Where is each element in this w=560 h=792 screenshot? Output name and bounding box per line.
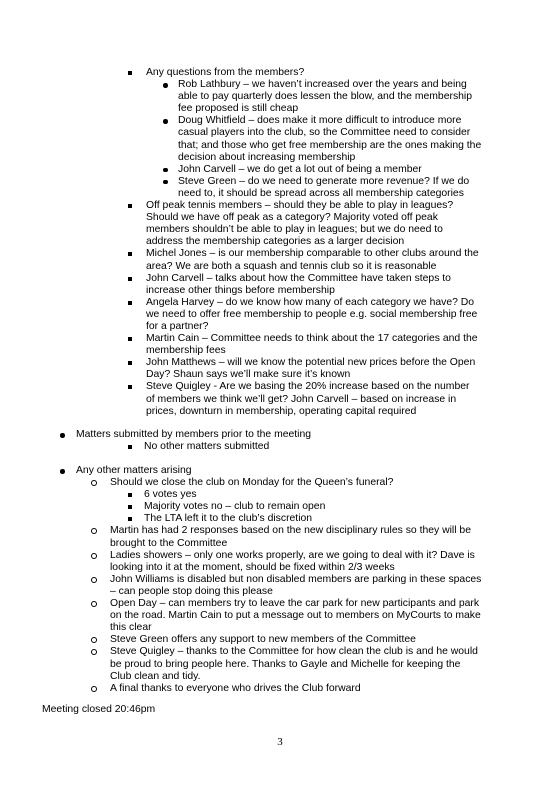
circle-bullet-icon	[91, 637, 97, 643]
list-item	[0, 574, 483, 598]
further-point: Michel Jones – is our membership comparable to other clubs around the area? We are both a squash and tennis club so it is reasonable	[146, 248, 479, 272]
list-item	[0, 683, 483, 695]
list-item	[0, 477, 483, 525]
dot-bullet-icon	[163, 83, 168, 88]
square-bullet-icon	[128, 277, 132, 281]
dot-bullet-icon	[60, 433, 65, 438]
member-point: Rob Lathbury – we haven’t increased over the years and being able to pay quarterly does lessen the blow, and the membership fee proposed is still cheap	[178, 79, 473, 115]
further-point: Steve Quigley - Are we basing the 20% increase based on the number of members we think we’ll get? John Carvell – based on increase in prices, downturn in membership, operating capital required	[146, 381, 470, 417]
circle-bullet-icon	[91, 601, 97, 607]
other-matter: John Williams is disabled but non disabled members are parking in these spaces – can people stop doing this please	[110, 573, 482, 597]
page-number: 3	[277, 736, 283, 748]
list-item	[0, 525, 483, 549]
funeral-answer: Majority votes no – club to remain open	[144, 501, 326, 513]
member-point: Steve Green – do we need to generate more revenue? If we do need to, it should be spread across all membership categories	[178, 175, 470, 199]
funeral-answer: The LTA left it to the club’s discretion	[144, 513, 313, 525]
list-item	[0, 115, 483, 163]
other-matters-heading: Any other matters arising	[76, 465, 192, 476]
member-point: John Carvell – we do get a lot out of being a member	[178, 163, 422, 175]
funeral-answer: 6 votes yes	[144, 489, 197, 501]
circle-bullet-icon	[91, 686, 97, 692]
list-item	[0, 164, 483, 176]
square-bullet-icon	[128, 445, 132, 449]
further-point: Off peak tennis members – should they be able to play in leagues? Should we have off peak as a category? Majority voted off peak members shouldn’t be able to play in leagues; but we do need to address the membership categories as a larger decision	[146, 200, 454, 248]
questions-list	[0, 67, 480, 418]
square-bullet-icon	[128, 204, 132, 208]
matters-item: No other matters submitted	[144, 441, 270, 453]
square-bullet-icon	[128, 252, 132, 256]
circle-bullet-icon	[91, 577, 97, 583]
list-item	[0, 357, 480, 381]
other-matter: Ladies showers – only one works properly, are we going to deal with it? Dave is looking into it at the moment, should be fixed within 2/3 weeks	[110, 549, 475, 573]
list-item	[0, 634, 483, 646]
list-item	[0, 381, 480, 417]
list-item	[0, 646, 483, 682]
square-bullet-icon	[128, 301, 132, 305]
square-bullet-icon	[128, 493, 132, 497]
circle-bullet-icon	[91, 480, 97, 486]
square-bullet-icon	[128, 505, 132, 509]
list-item	[0, 429, 486, 453]
further-point: Angela Harvey – do we know how many of each category we have? Do we need to offer free membership to people e.g. social membership free for a partner?	[146, 296, 478, 332]
dot-bullet-icon	[60, 469, 65, 474]
other-matter: Steve Quigley – thanks to the Committee for how clean the club is and he would be proud to bring people here. Thanks to Gayle and Michelle for keeping the Club clean and tidy.	[110, 646, 478, 682]
matters-submitted-list	[76, 441, 486, 453]
square-bullet-icon	[128, 361, 132, 365]
dot-bullet-icon	[163, 180, 168, 185]
questions-heading: Any questions from the members?	[146, 67, 305, 78]
list-item	[0, 501, 483, 513]
member-points-list	[146, 79, 480, 200]
list-item	[0, 248, 480, 272]
list-item	[0, 550, 483, 574]
other-matter: Open Day – can members try to leave the car park for new participants and park on the road. Martin Cain to put a message out to members on MyCourts to make this clear	[110, 598, 481, 634]
list-item	[0, 67, 480, 200]
member-point: Doug Whitfield – does make it more difficult to introduce more casual players into the club, so the Committee need to consider that; and those who get free membership are the ones making the decision about increasing membership	[178, 115, 482, 163]
other-matter: Martin has had 2 responses based on the new disciplinary rules so they will be brought to the Committee	[110, 525, 471, 549]
circle-bullet-icon	[91, 649, 97, 655]
further-point: Martin Cain – Committee needs to think about the 17 categories and the membership fees	[146, 333, 478, 357]
dot-bullet-icon	[163, 119, 168, 124]
other-matters-section	[0, 465, 486, 695]
circle-bullet-icon	[91, 553, 97, 559]
square-bullet-icon	[128, 517, 132, 521]
list-item	[0, 297, 480, 333]
funeral-question: Should we close the club on Monday for the Queen’s funeral?	[110, 477, 394, 489]
other-matter: Steve Green offers any support to new members of the Committee	[110, 634, 416, 646]
further-point: John Carvell – talks about how the Committee have taken steps to increase other things before membership	[146, 272, 451, 296]
further-point: John Matthews – will we know the potential new prices before the Open Day? Shaun says we’ll make sure it’s known	[146, 357, 476, 381]
other-matter: A final thanks to everyone who drives the Club forward	[110, 682, 361, 694]
list-item	[0, 441, 486, 453]
list-item	[0, 489, 483, 501]
list-item	[0, 465, 486, 695]
list-item	[0, 333, 480, 357]
list-item	[0, 200, 480, 248]
list-item	[0, 176, 483, 200]
list-item	[0, 513, 483, 525]
matters-submitted-section	[0, 429, 486, 453]
square-bullet-icon	[128, 385, 132, 389]
list-item	[0, 79, 483, 115]
other-matters-list	[76, 477, 486, 695]
matters-submitted-heading: Matters submitted by members prior to the meeting	[76, 429, 312, 440]
list-item	[0, 273, 480, 297]
dot-bullet-icon	[163, 168, 168, 173]
list-item	[0, 598, 483, 634]
square-bullet-icon	[128, 71, 132, 75]
meeting-closed-text: Meeting closed 20:46pm	[42, 704, 156, 715]
funeral-answers-list	[110, 489, 483, 525]
circle-bullet-icon	[91, 528, 97, 534]
square-bullet-icon	[128, 337, 132, 341]
